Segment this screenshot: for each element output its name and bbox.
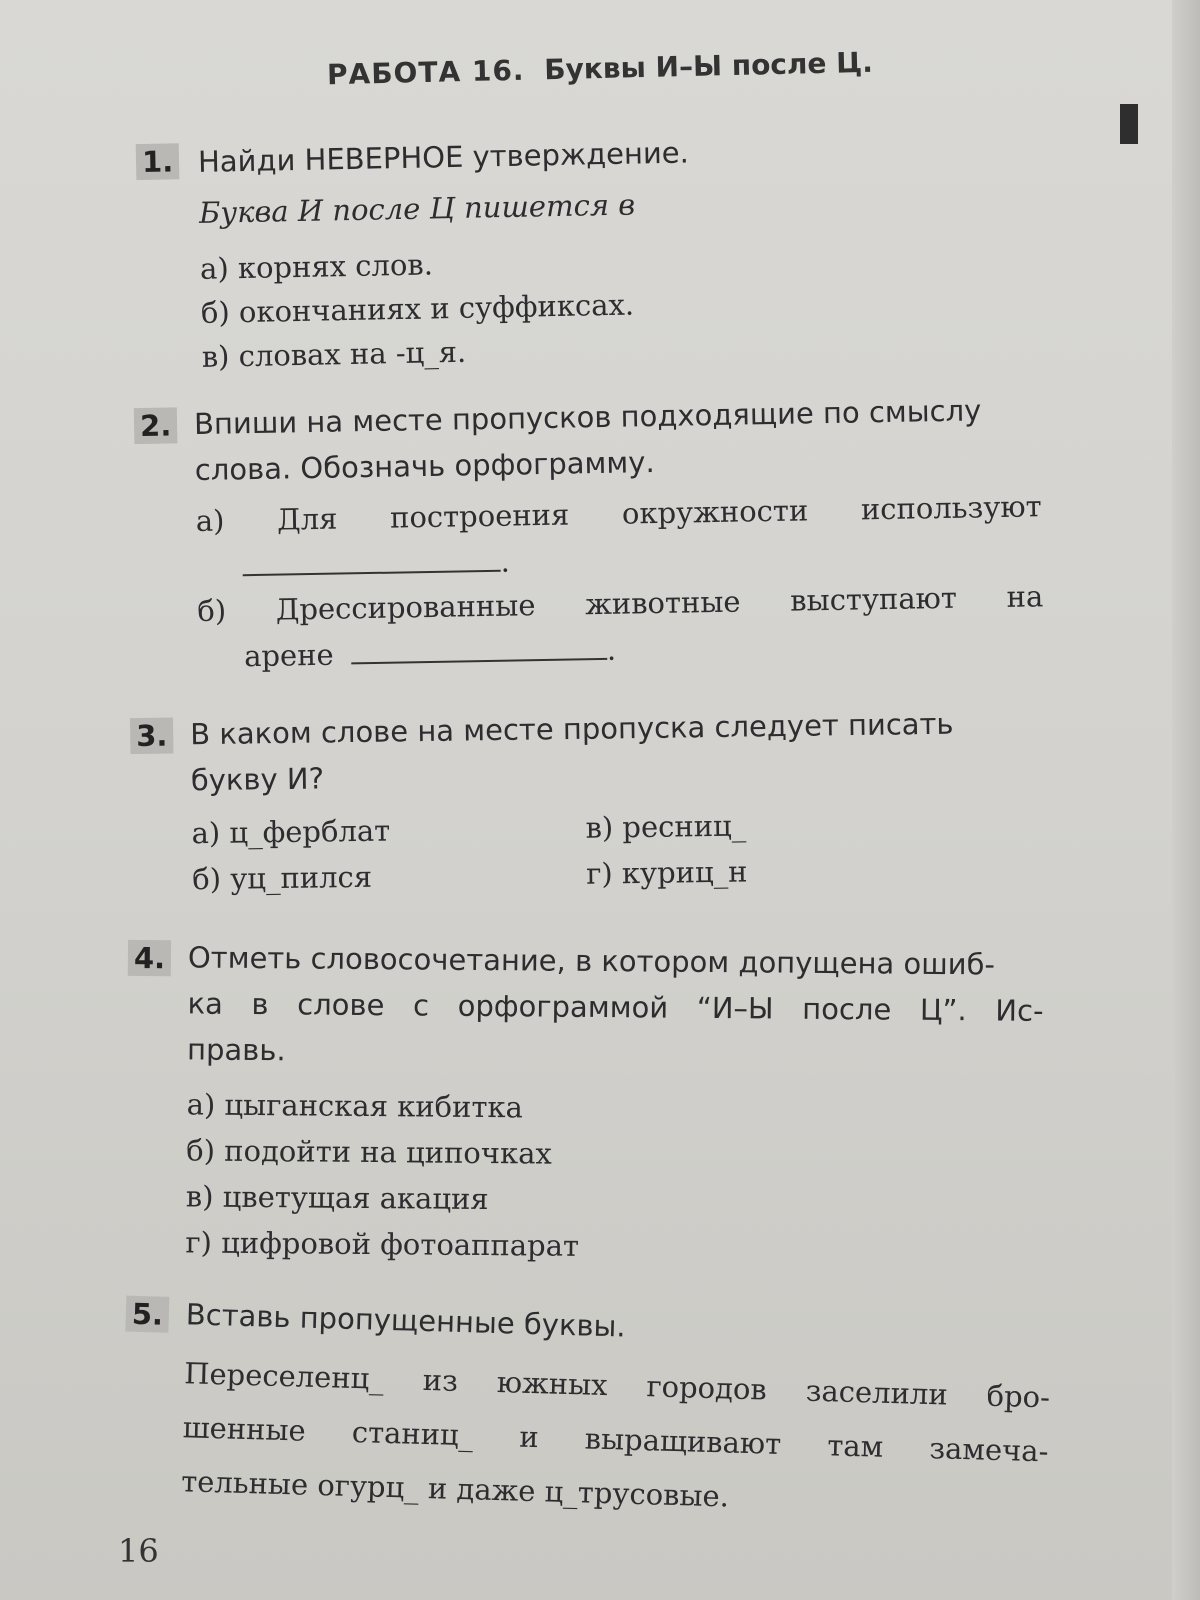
- task-question-line3: правь.: [186, 1032, 286, 1068]
- option-b: б) уц_пился: [191, 859, 373, 897]
- option-d: г) куриц_н: [585, 854, 748, 891]
- answer-blank-a[interactable]: .: [242, 540, 510, 589]
- task-question: Найди НЕВЕРНОЕ утверждение.: [197, 135, 690, 179]
- exercise-line-1: Переселенц_ из южных городов заселили бро-: [183, 1356, 1051, 1415]
- exercise-line-3: тельные огурц_ и даже ц_трусовые.: [180, 1464, 730, 1514]
- title-prefix: РАБОТА 16.: [326, 53, 525, 92]
- option-b-word: арене: [243, 637, 334, 674]
- option-b-line1: б) Дрессированные животные выступают на: [197, 579, 1044, 629]
- page-spine: [1172, 0, 1200, 1600]
- option-b: б) подойти на ципочках: [186, 1133, 552, 1171]
- task-number: 1.: [136, 143, 180, 180]
- option-a: а) ц_ферблат: [191, 813, 391, 851]
- option-c: в) ресниц_: [585, 808, 747, 845]
- task-question-line2: слова. Обозначь орфограмму.: [194, 445, 655, 488]
- task-number: 5.: [125, 1296, 169, 1333]
- task-number: 2.: [134, 407, 178, 444]
- option-d: г) цифровой фотоаппарат: [185, 1225, 580, 1263]
- task-question-line2: ка в слове с орфограммой “И–Ы после Ц”. Ис-: [187, 986, 1044, 1028]
- option-a-line1: а) Для построения окружности используют: [195, 489, 1042, 539]
- task-question-line2: букву И?: [190, 761, 325, 798]
- title-text: Буквы И–Ы после Ц.: [543, 45, 874, 87]
- page-edge-marker: [1120, 104, 1138, 144]
- task-question-line1: Впиши на месте пропусков подходящие по смыслу: [193, 393, 982, 442]
- option-a: а) цыганская кибитка: [186, 1087, 524, 1125]
- task-question: Вставь пропущенные буквы.: [185, 1297, 627, 1344]
- page-number: 16: [118, 1532, 159, 1570]
- option-c: в) словах на -ц_я.: [201, 334, 467, 374]
- answer-blank-b[interactable]: [351, 638, 607, 664]
- task-number: 3.: [130, 718, 174, 755]
- task-question-line1: Отметь словосочетание, в котором допущена ошиб-: [187, 940, 996, 982]
- page-title: [0, 38, 1200, 98]
- task-question-line1: В каком слове на месте пропуска следует писать: [189, 706, 954, 752]
- task-number: 4.: [128, 940, 172, 976]
- option-b: б) окончаниях и суффиксах.: [200, 287, 635, 330]
- option-b-line2: арене .: [243, 632, 617, 674]
- option-c: в) цветущая акация: [185, 1179, 489, 1217]
- task-stem: Буква И после Ц пишется в: [198, 187, 636, 230]
- option-a: а) корнях слов.: [199, 247, 434, 286]
- exercise-line-2: шенные станиц_ и выращивают там замеча-: [182, 1410, 1049, 1469]
